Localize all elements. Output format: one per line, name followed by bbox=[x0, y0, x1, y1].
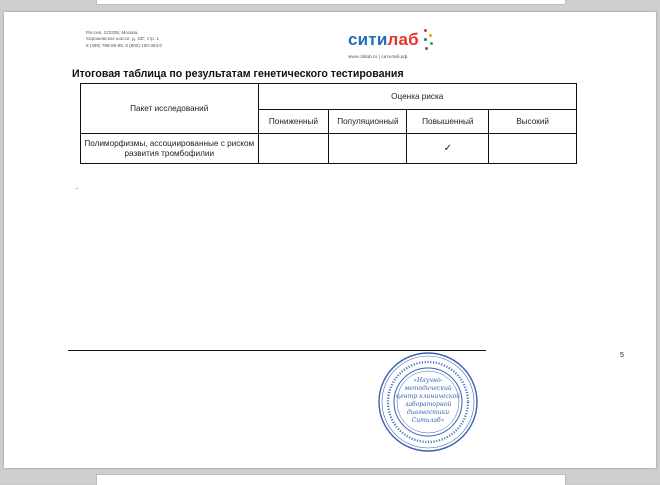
logo-word-blue: сити bbox=[348, 30, 388, 49]
stray-mark: - bbox=[76, 186, 78, 192]
organization-seal-stamp bbox=[376, 350, 480, 454]
address-line: 8 (495) 788-95-95, 8 (800) 100-363-0 bbox=[86, 42, 163, 48]
risk-cell bbox=[489, 134, 577, 164]
column-header-package: Пакет исследований bbox=[81, 84, 259, 134]
column-header-risk-level: Популяционный bbox=[329, 110, 407, 134]
page-number: 5 bbox=[620, 352, 624, 359]
logo-word-red: лаб bbox=[387, 30, 419, 49]
seal-text-line: Ситилаб» bbox=[411, 417, 445, 424]
document-title: Итоговая таблица по результатам генетического тестирования bbox=[72, 68, 404, 80]
package-name-cell: Полиморфизмы, ассоциированные с риском развития тромбофилии bbox=[81, 134, 259, 164]
genetic-test-results-table bbox=[80, 83, 577, 164]
address-line: Хорошевское шоссе, д. 43Г, стр. 1 bbox=[86, 36, 159, 42]
risk-cell bbox=[258, 134, 329, 164]
table-row bbox=[81, 134, 577, 164]
seal-text-line: диагностики bbox=[406, 409, 450, 416]
seal-text-line: лабораторной bbox=[404, 401, 452, 408]
seal-text-line: центр клинической bbox=[396, 393, 460, 400]
document-page bbox=[4, 12, 656, 468]
logo-wordmark bbox=[348, 30, 419, 50]
risk-cell-checked: ✓ bbox=[407, 134, 489, 164]
previous-page-edge bbox=[96, 0, 566, 5]
logo-websites: www.citilab.ru | ситилаб.рф bbox=[348, 55, 408, 60]
column-header-risk-level: Повышенный bbox=[407, 110, 489, 134]
column-header-risk-level: Высокий bbox=[489, 110, 577, 134]
seal-text-line: «Научно- bbox=[413, 377, 443, 384]
company-address bbox=[86, 30, 246, 49]
logo-dots-icon bbox=[422, 29, 434, 51]
column-group-risk: Оценка риска bbox=[258, 84, 577, 110]
next-page-edge bbox=[96, 474, 566, 485]
seal-text-line: методический bbox=[404, 385, 452, 392]
risk-cell bbox=[329, 134, 407, 164]
citilab-logo bbox=[348, 24, 448, 68]
column-header-risk-level: Пониженный bbox=[258, 110, 329, 134]
table-header-row bbox=[81, 84, 577, 110]
address-line: Россия, 123308, Москва, bbox=[86, 30, 139, 35]
